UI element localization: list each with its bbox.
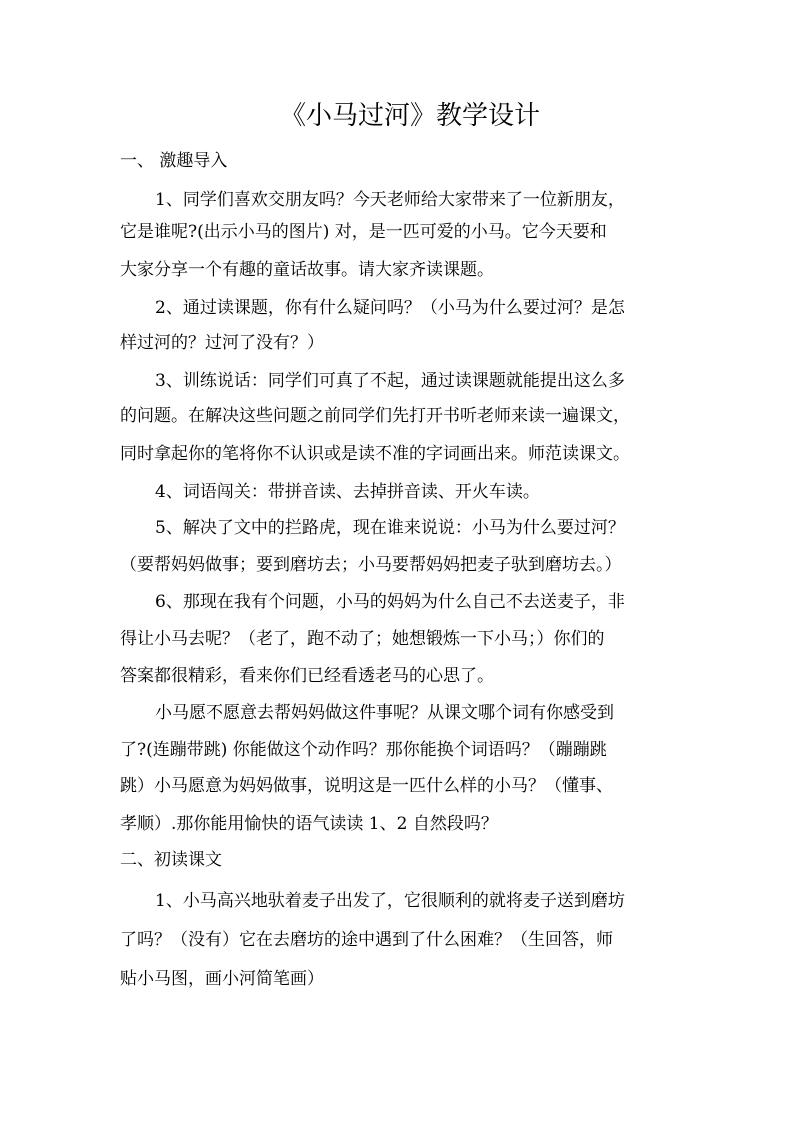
paragraph-line: 1、同学们喜欢交朋友吗？今天老师给大家带来了一位新朋友， [155, 190, 625, 210]
paragraph-line: 贴小马图，画小河简笔画） [120, 969, 324, 989]
paragraph-line: 6、那现在我有个问题，小马的妈妈为什么自己不去送麦子，非 [155, 592, 625, 612]
paragraph-line: 它是谁呢?(出示小马的图片) 对，是一匹可爱的小马。它今天要和 [120, 222, 607, 242]
paragraph-line: 大家分享一个有趣的童话故事。请大家齐读课题。 [120, 260, 494, 280]
paragraph-line: 2、通过读课题，你有什么疑问吗？（小马为什么要过河？是怎 [155, 298, 625, 318]
paragraph-line: 的问题。在解决这些问题之前同学们先打开书听老师来读一遍课文， [120, 406, 630, 426]
paragraph-line: 小马愿不愿意去帮妈妈做这件事呢？从课文哪个词有你感受到 [155, 703, 614, 723]
paragraph-line: 1、小马高兴地驮着麦子出发了，它很顺利的就将麦子送到磨坊 [155, 891, 625, 911]
section-heading: 二、初读课文 [120, 850, 222, 870]
section-heading: 一、 激趣导入 [120, 151, 228, 171]
paragraph-line: 得让小马去呢？（老了，跑不动了；她想锻炼一下小马；）你们的 [120, 629, 605, 649]
paragraph-line: 了吗？（没有）它在去磨坊的途中遇到了什么困难？（生回答，师 [120, 930, 613, 950]
paragraph-line: 答案都很精彩，看来你们已经看透老马的心思了。 [120, 666, 494, 686]
paragraph-line: 5、解决了文中的拦路虎，现在谁来说说：小马为什么要过河？ [155, 518, 625, 538]
paragraph-line: 了?(连蹦带跳) 你能做这个动作吗？那你能换个词语吗？（蹦蹦跳 [120, 740, 607, 760]
paragraph-line: 样过河的？过河了没有？） [120, 333, 324, 353]
paragraph-line: 孝顺）.那你能用愉快的语气读读 1、2 自然段吗？ [120, 814, 498, 834]
paragraph-line: 跳）小马愿意为妈妈做事，说明这是一匹什么样的小马？（懂事、 [120, 776, 613, 796]
paragraph-line: 3、训练说话：同学们可真了不起，通过读课题就能提出这么多 [155, 371, 625, 391]
paragraph-line: 同时拿起你的笔将你不认识或是读不准的字词画出来。师范读课文。 [120, 444, 630, 464]
paragraph-line: 4、词语闯关：带拼音读、去掉拼音读、开火车读。 [155, 482, 540, 502]
paragraph-line: （要帮妈妈做事；要到磨坊去；小马要帮妈妈把麦子驮到磨坊去。） [120, 555, 622, 575]
document-title: 《小马过河》教学设计 [279, 101, 540, 131]
